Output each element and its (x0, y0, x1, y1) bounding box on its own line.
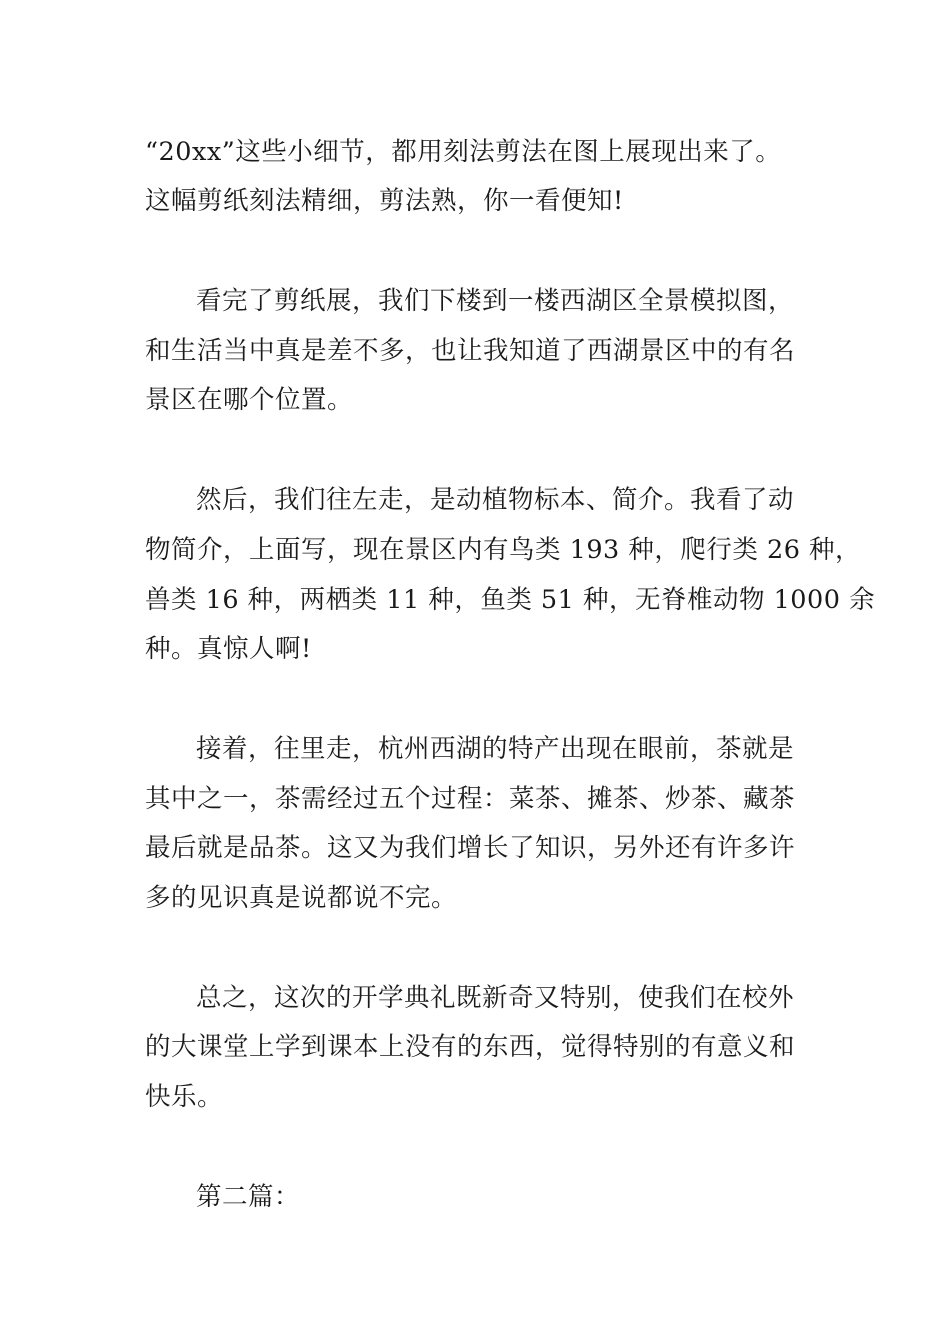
paragraph-3-line-1: 然后，我们往左走，是动植物标本、简介。我看了动 (196, 485, 795, 515)
paragraph-4-line-3: 最后就是品茶。这又为我们增长了知识，另外还有许多许 (145, 833, 796, 863)
paragraph-5-line-3: 快乐。 (145, 1082, 224, 1112)
paragraph-3-line-3: 兽类 16 种，两栖类 11 种，鱼类 51 种，无脊椎动物 1000 余 (145, 585, 876, 615)
section-heading-part-two: 第二篇： (196, 1182, 301, 1212)
paragraph-5-line-2: 的大课堂上学到课本上没有的东西，觉得特别的有意义和 (145, 1032, 796, 1062)
paragraph-4-line-4: 多的见识真是说都说不完。 (145, 883, 458, 913)
paragraph-3-line-4: 种。真惊人啊! (145, 634, 312, 664)
paragraph-2-line-1: 看完了剪纸展，我们下楼到一楼西湖区全景模拟图， (196, 286, 795, 316)
paragraph-2-line-2: 和生活当中真是差不多，也让我知道了西湖景区中的有名 (145, 336, 796, 366)
paragraph-5-line-1: 总之，这次的开学典礼既新奇又特别，使我们在校外 (196, 983, 795, 1013)
paragraph-3-line-2: 物简介，上面写，现在景区内有鸟类 193 种，爬行类 26 种， (145, 535, 862, 565)
paragraph-1-line-1: “20xx”这些小细节，都用刻法剪法在图上展现出来了。 (145, 137, 782, 167)
paragraph-1-line-2: 这幅剪纸刻法精细，剪法熟，你一看便知! (145, 186, 624, 216)
paragraph-4-line-1: 接着，往里走，杭州西湖的特产出现在眼前，茶就是 (196, 734, 795, 764)
paragraph-4-line-2: 其中之一，茶需经过五个过程：菜茶、摊茶、炒茶、藏茶 (145, 784, 796, 814)
paragraph-2-line-3: 景区在哪个位置。 (145, 385, 354, 415)
